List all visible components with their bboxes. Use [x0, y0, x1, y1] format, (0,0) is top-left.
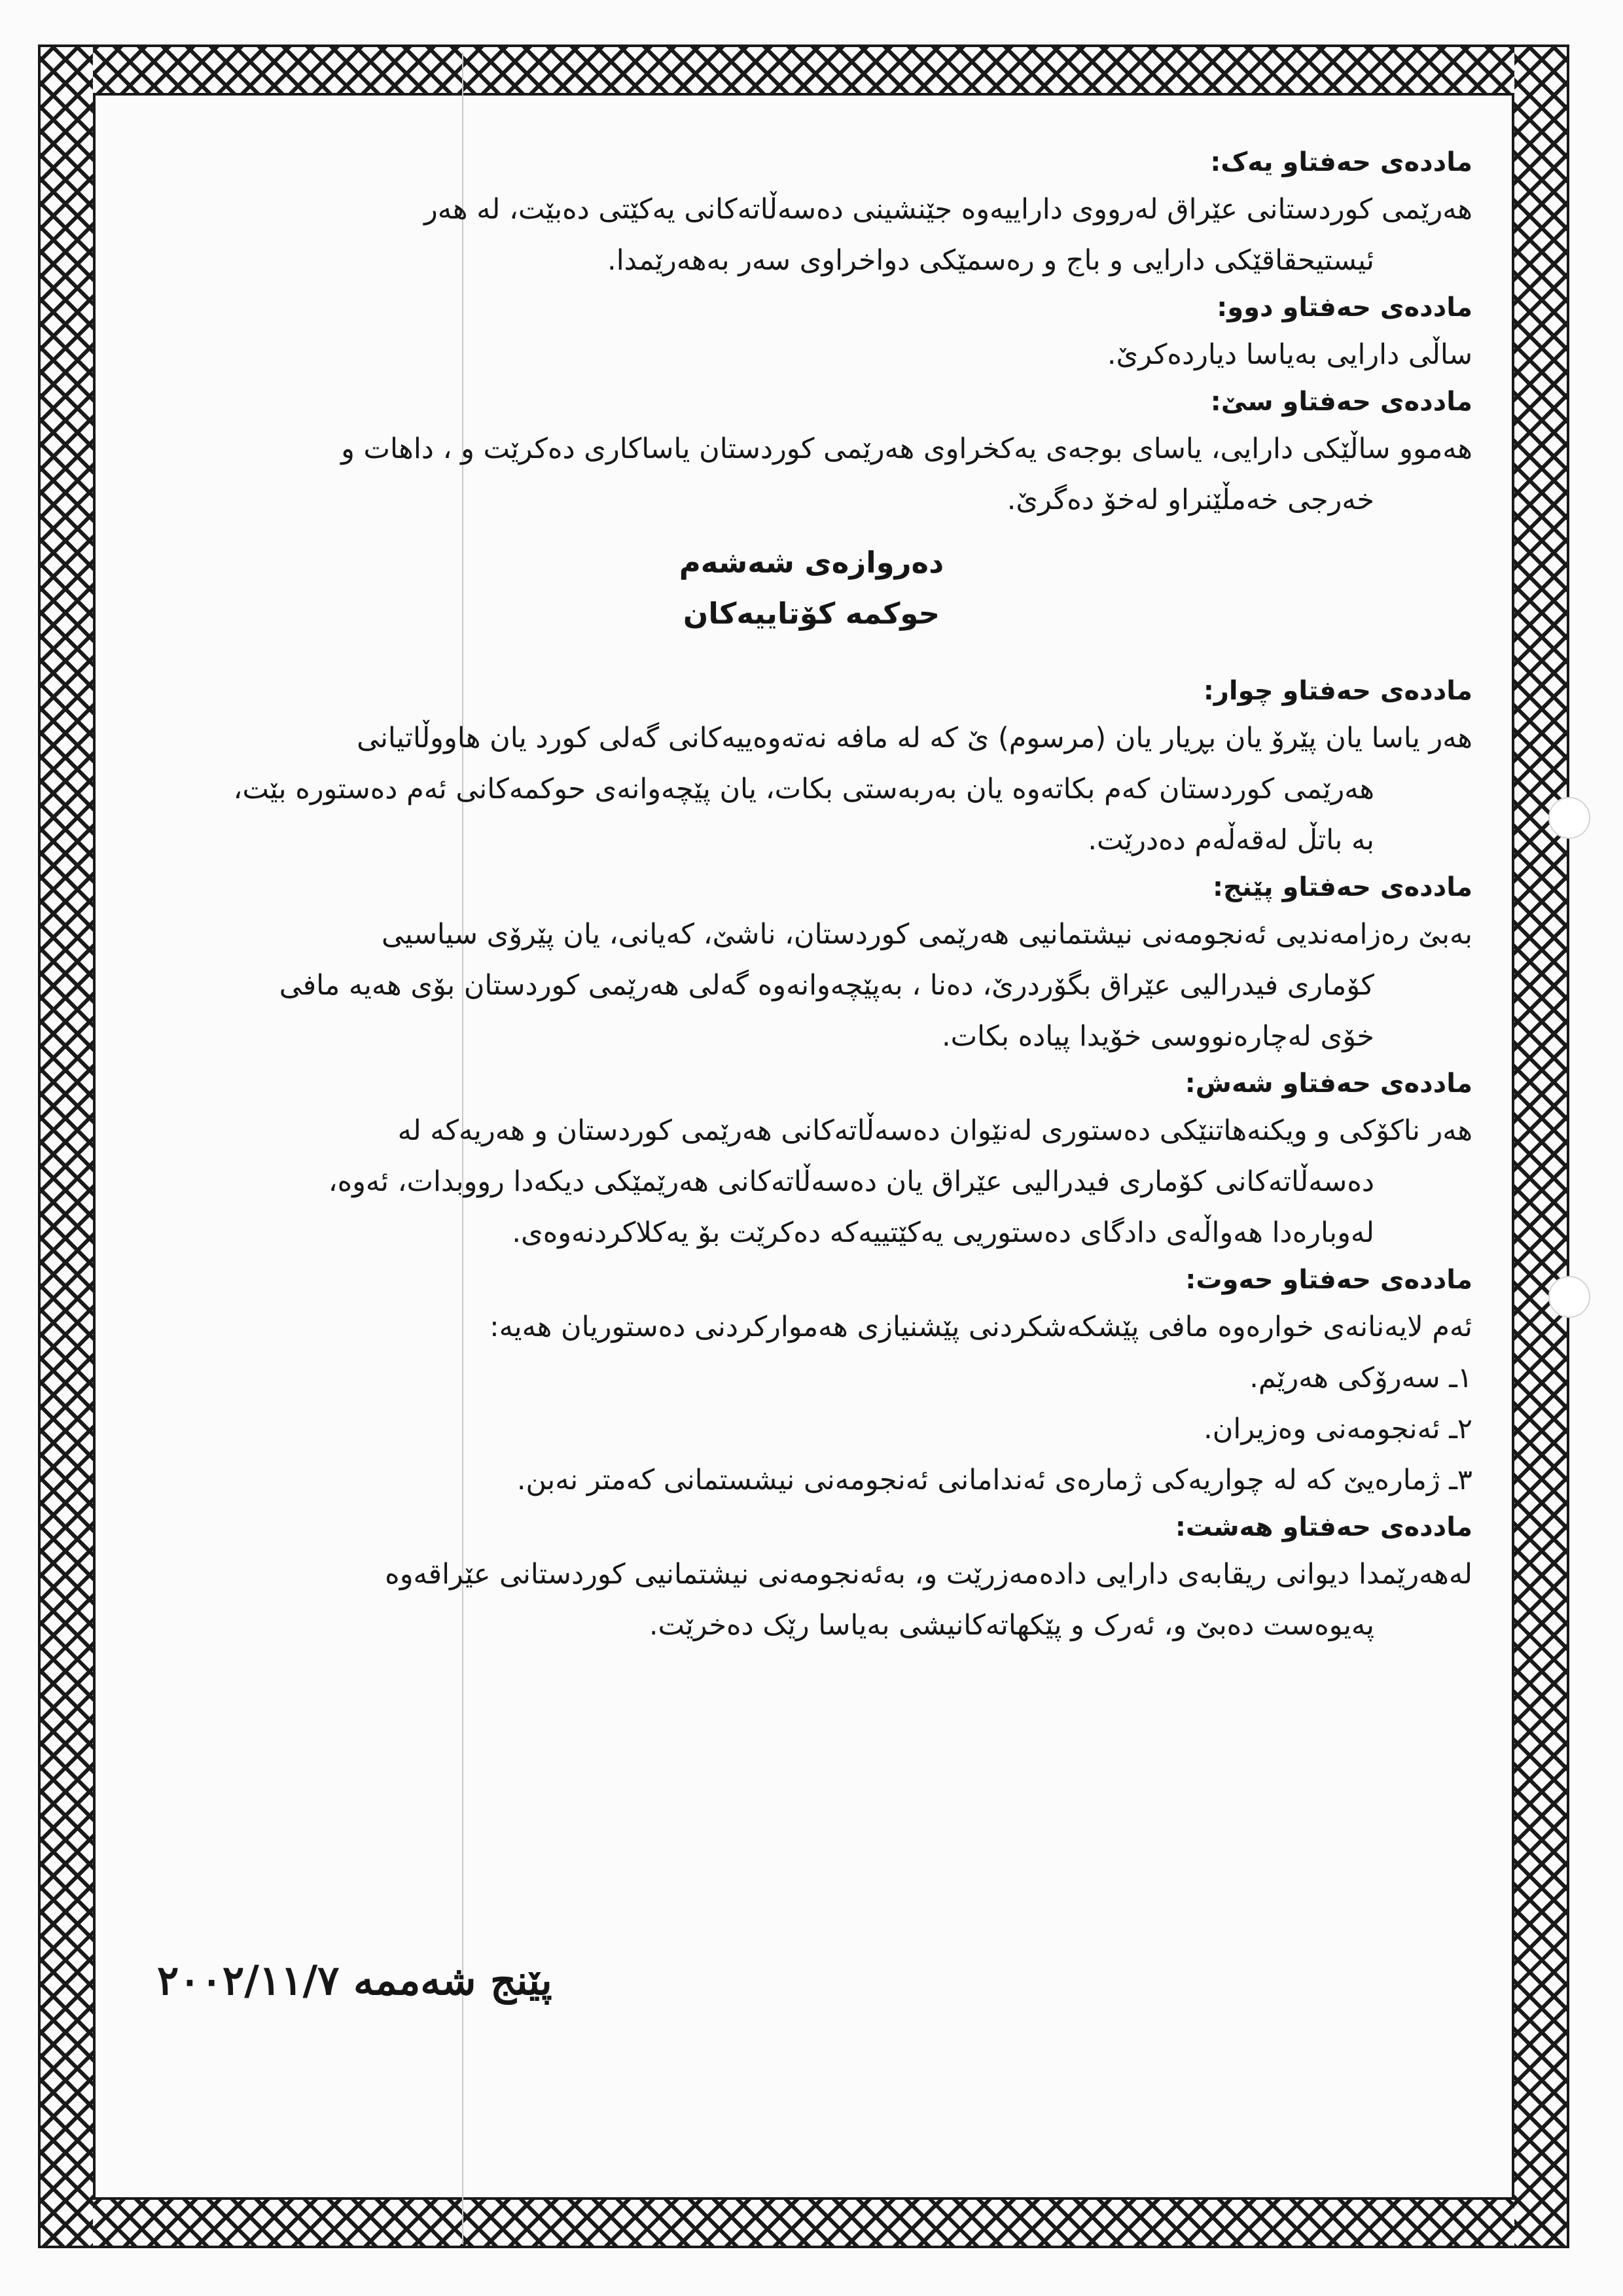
article-77-item-2: ٢ـ ئەنجومەنی وەزیران.: [1204, 1413, 1472, 1445]
signing-date: پێنج شەممە ٢٠٠٢/١١/٧: [157, 1956, 552, 2004]
article-76-line-1: هەر ناکۆکی و ویکنەهاتنێکی دەستوری لەنێوان دەسەڵاتەکانی هەرێمی کوردستان و هەریەکە لە: [397, 1114, 1472, 1147]
article-73-heading: ماددەی حەفتاو سێ:: [1210, 387, 1472, 417]
punch-hole-top: [1548, 797, 1590, 839]
article-75-line-2: کۆماری فیدرالیی عێراق بگۆردرێ، دەنا ، بەپێچەوانەوە گەلی هەرێمی کوردستان بۆی هەیە مافی: [279, 969, 1374, 1002]
chapter-header: [151, 537, 1472, 639]
article-76: [151, 1062, 1472, 1258]
article-73-line-1: هەموو ساڵێکی دارایی، یاسای بوجەی یەکخراوی هەرێمی کوردستان یاساکاری دەکرێت و ، داهات و: [341, 433, 1472, 465]
article-78-heading: ماددەی حەفتاو هەشت:: [1175, 1512, 1472, 1542]
article-76-line-3: لەوبارەدا هەواڵەی دادگای دەستوریی یەکێتییەکە دەکرێت بۆ یەکلاکردنەوەی.: [512, 1216, 1374, 1249]
chapter-title: دەروازەی شەشەم: [679, 545, 944, 580]
article-78-line-2: پەیوەست دەبێ و، ئەرک و پێکهاتەکانیشی بەیاسا رێک دەخرێت.: [649, 1609, 1374, 1642]
article-78-line-1: لەهەرێمدا دیوانی ریقابەی دارایی دادەمەزرێت و، بەئەنجومەنی نیشتمانیی کوردستانی عێراقەوە: [385, 1558, 1472, 1591]
article-77: [151, 1258, 1472, 1506]
article-77-item-1: ١ـ سەرۆکی هەرێم.: [1249, 1362, 1472, 1394]
article-72: [151, 286, 1472, 380]
article-74-line-3: بە باتڵ لەقەڵەم دەدرێت.: [1088, 824, 1374, 857]
article-77-item-3: ٣ـ ژمارەیێ کە لە چواریەکی ژمارەی ئەندامانی ئەنجومەنی نیشستمانی کەمتر نەبن.: [516, 1464, 1472, 1496]
article-74-line-2: هەرێمی کوردستان کەم بکاتەوە یان بەربەستی بکات، یان پێچەوانەی حوکمەکانی ئەم دەستورە بێت،: [233, 773, 1374, 805]
article-75-heading: ماددەی حەفتاو پێنج:: [1213, 872, 1472, 902]
article-74-heading: ماددەی حەفتاو چوار:: [1203, 676, 1472, 706]
article-76-heading: ماددەی حەفتاو شەش:: [1185, 1069, 1472, 1099]
article-72-line-1: ساڵی دارایی بەیاسا دیاردەکرێ.: [1107, 338, 1472, 371]
article-77-line-1: ئەم لایەنانەی خوارەوە مافی پێشکەشکردنی پێشنیازی هەموارکردنی دەستوریان هەیە:: [490, 1311, 1472, 1343]
article-76-line-2: دەسەڵاتەکانی کۆماری فیدرالیی عێراق یان دەسەڵاتەکانی هەرێمێکی دیکەدا رووبدات، ئەوە،: [328, 1165, 1374, 1198]
article-73: [151, 380, 1472, 525]
article-75-line-1: بەبێ رەزامەندیی ئەنجومەنی نیشتمانیی هەرێمی کوردستان، ناشێ، کەیانی، یان پێرۆی سیاسیی: [382, 918, 1472, 951]
article-75: [151, 866, 1472, 1062]
article-74-line-1: هەر یاسا یان پێرۆ یان بڕیار یان (مرسوم) ێ کە لە مافە نەتەوەییەکانی گەلی کورد یان هاووڵاتیانی: [357, 722, 1472, 754]
article-71-line-1: هەرێمی کوردستانی عێراق لەرووی داراییەوە جێنشینی دەسەڵاتەکانی یەکێتی دەبێت، لە هەر: [424, 193, 1472, 226]
article-74: [151, 669, 1472, 866]
punch-hole-bottom: [1548, 1276, 1590, 1318]
chapter-subtitle: حوکمە کۆتاییەکان: [683, 596, 940, 631]
article-71: [151, 141, 1472, 286]
article-72-heading: ماددەی حەفتاو دوو:: [1217, 292, 1472, 323]
article-71-line-2: ئیستیحقاقێکی دارایی و باج و رەسمێکی دواخراوی سەر بەهەرێمدا.: [607, 244, 1374, 277]
article-77-heading: ماددەی حەفتاو حەوت:: [1185, 1265, 1472, 1295]
article-78: [151, 1506, 1472, 1651]
article-73-line-2: خەرجی خەمڵێنراو لەخۆ دەگرێ.: [1007, 484, 1374, 516]
article-75-line-3: خۆی لەچارەنووسی خۆیدا پیادە بکات.: [941, 1020, 1374, 1053]
article-71-heading: ماددەی حەفتاو یەک:: [1210, 147, 1472, 177]
document-body: [151, 141, 1472, 2130]
